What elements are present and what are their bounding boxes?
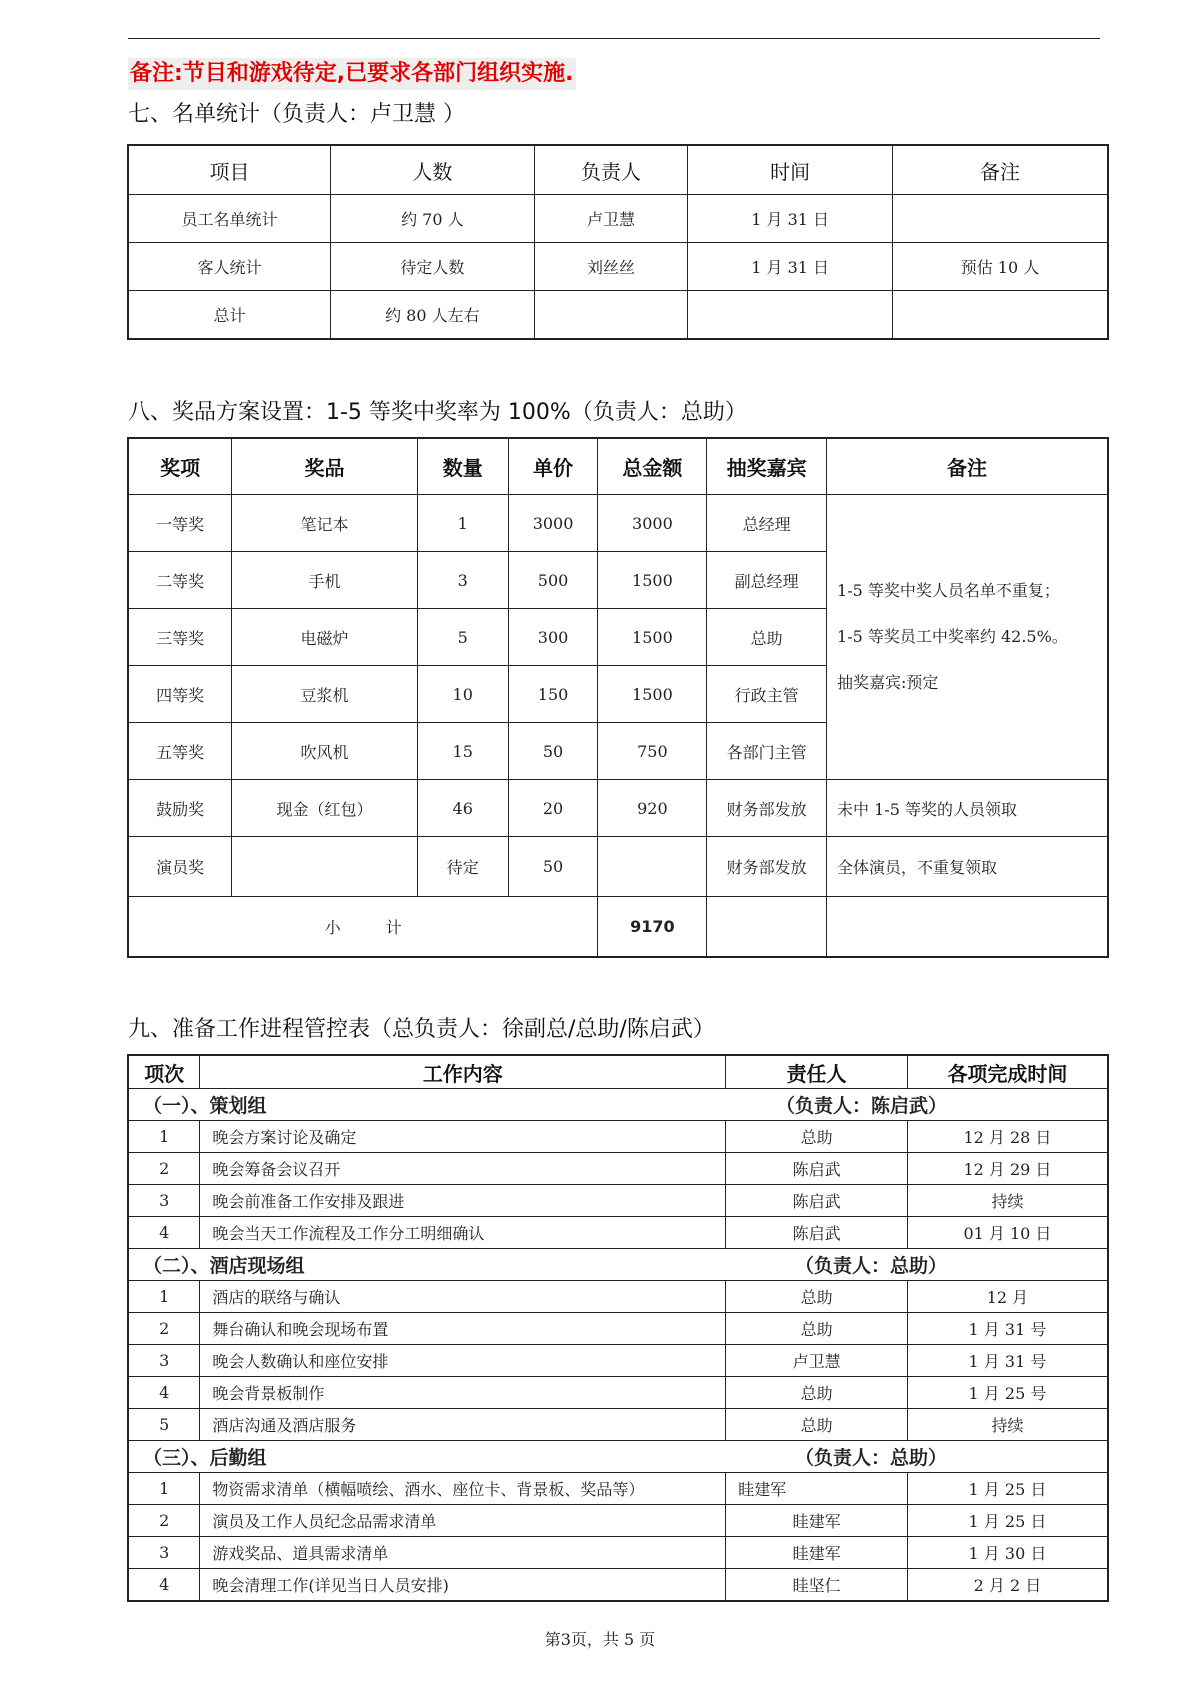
table-row <box>128 1185 1108 1217</box>
cell: 卢卫慧 <box>534 195 688 243</box>
table-row <box>128 1473 1108 1505</box>
cell: 客人统计 <box>128 243 331 291</box>
cell: 总助 <box>726 1409 908 1441</box>
section8-title: 八、奖品方案设置：1-5 等奖中奖率为 100%（负责人：总助） <box>128 400 747 425</box>
cell: 1 <box>128 1121 200 1153</box>
page-number: 第3页，共 5 页 <box>544 1630 656 1649</box>
cell: 晚会清理工作(详见当日人员安排) <box>200 1569 726 1602</box>
cell: 游戏奖品、道具需求清单 <box>200 1537 726 1569</box>
cell: 陈启武 <box>726 1185 908 1217</box>
cell: 总经理 <box>707 495 827 552</box>
cell: 待定 <box>417 837 508 897</box>
prize-table <box>127 437 1109 958</box>
header-cell: 各项完成时间 <box>907 1055 1108 1089</box>
cell: 总助 <box>726 1281 908 1313</box>
cell: 四等奖 <box>128 666 232 723</box>
header-cell: 负责人 <box>534 145 688 195</box>
cell <box>892 291 1108 340</box>
section7-title: 七、名单统计（负责人：卢卫慧 ） <box>128 102 465 127</box>
cell: 未中 1-5 等奖的人员领取 <box>827 780 1108 837</box>
table-row <box>128 780 1108 837</box>
cell: 总助 <box>726 1377 908 1409</box>
cell: 电磁炉 <box>232 609 418 666</box>
cell: 眭建军 <box>726 1505 908 1537</box>
cell: 财务部发放 <box>707 837 827 897</box>
cell: 5 <box>128 1409 200 1441</box>
cell: 1 月 31 日 <box>688 243 893 291</box>
cell: 晚会前准备工作安排及跟进 <box>200 1185 726 1217</box>
group-row <box>128 1441 1108 1473</box>
cell: 4 <box>128 1377 200 1409</box>
cell: 1 <box>417 495 508 552</box>
cell: 酒店沟通及酒店服务 <box>200 1409 726 1441</box>
header-rule <box>128 38 1100 39</box>
cell: 眭建军 <box>726 1537 908 1569</box>
cell: 晚会当天工作流程及工作分工明细确认 <box>200 1217 726 1249</box>
cell: 15 <box>417 723 508 780</box>
cell: 1 <box>128 1281 200 1313</box>
table-row <box>128 1153 1108 1185</box>
cell <box>707 897 827 958</box>
cell: 3 <box>128 1345 200 1377</box>
cell: 眭建军 <box>726 1473 908 1505</box>
group-name: （三）、后勤组 <box>143 1447 267 1469</box>
cell: 2 月 2 日 <box>907 1569 1108 1602</box>
group-name: （一）、策划组 <box>143 1095 267 1117</box>
progress-table <box>127 1054 1109 1602</box>
cell: 行政主管 <box>707 666 827 723</box>
cell: 50 <box>508 723 598 780</box>
cell: 4 <box>128 1217 200 1249</box>
table-header-row <box>128 1055 1108 1089</box>
cell: 3 <box>417 552 508 609</box>
cell: 750 <box>598 723 707 780</box>
cell: 刘丝丝 <box>534 243 688 291</box>
cell: 1500 <box>598 666 707 723</box>
cell: 920 <box>598 780 707 837</box>
cell: 物资需求清单（横幅喷绘、酒水、座位卡、背景板、奖品等） <box>200 1473 726 1505</box>
cell: 鼓励奖 <box>128 780 232 837</box>
cell: 持续 <box>907 1185 1108 1217</box>
cell: 酒店的联络与确认 <box>200 1281 726 1313</box>
cell: 1 月 25 号 <box>907 1377 1108 1409</box>
header-cell: 工作内容 <box>200 1055 726 1089</box>
page-footer <box>0 1627 1200 1650</box>
cell <box>688 291 893 340</box>
header-cell: 人数 <box>331 145 535 195</box>
cell: 晚会人数确认和座位安排 <box>200 1345 726 1377</box>
header-cell: 奖项 <box>128 438 232 495</box>
subtotal-row <box>128 897 1108 958</box>
cell: 1 月 31 号 <box>907 1313 1108 1345</box>
remark-line: 1-5 等奖员工中奖率约 42.5%。 <box>837 627 1068 646</box>
header-cell: 责任人 <box>726 1055 908 1089</box>
cell: 陈启武 <box>726 1217 908 1249</box>
group-row <box>128 1249 1108 1281</box>
table-row <box>128 1537 1108 1569</box>
cell <box>534 291 688 340</box>
cell: 待定人数 <box>331 243 535 291</box>
cell: 预估 10 人 <box>892 243 1108 291</box>
cell: 1 <box>128 1473 200 1505</box>
table-row <box>128 1313 1108 1345</box>
cell: 舞台确认和晚会现场布置 <box>200 1313 726 1345</box>
cell: 晚会筹备会议召开 <box>200 1153 726 1185</box>
cell: 10 <box>417 666 508 723</box>
cell <box>232 837 418 897</box>
cell: 3 <box>128 1185 200 1217</box>
group-lead: （负责人：总助） <box>794 1255 947 1277</box>
table-row <box>128 1409 1108 1441</box>
cell: 陈启武 <box>726 1153 908 1185</box>
cell: 持续 <box>907 1409 1108 1441</box>
header-cell: 抽奖嘉宾 <box>707 438 827 495</box>
header-cell: 项目 <box>128 145 331 195</box>
header-cell: 总金额 <box>598 438 707 495</box>
cell: 1500 <box>598 609 707 666</box>
table-row <box>128 837 1108 897</box>
header-cell: 项次 <box>128 1055 200 1089</box>
cell: 4 <box>128 1569 200 1602</box>
cell: 笔记本 <box>232 495 418 552</box>
header-cell: 数量 <box>417 438 508 495</box>
cell: 演员及工作人员纪念品需求清单 <box>200 1505 726 1537</box>
cell: 1 月 25 日 <box>907 1473 1108 1505</box>
cell: 3 <box>128 1537 200 1569</box>
cell: 12 月 29 日 <box>907 1153 1108 1185</box>
roster-table <box>127 144 1109 340</box>
cell: 2 <box>128 1505 200 1537</box>
header-cell: 单价 <box>508 438 598 495</box>
cell <box>827 897 1108 958</box>
header-cell: 时间 <box>688 145 893 195</box>
cell: 手机 <box>232 552 418 609</box>
cell: 各部门主管 <box>707 723 827 780</box>
table-row <box>128 1217 1108 1249</box>
cell: 晚会方案讨论及确定 <box>200 1121 726 1153</box>
table-row <box>128 1505 1108 1537</box>
cell: 现金（红包） <box>232 780 418 837</box>
cell: 1500 <box>598 552 707 609</box>
cell: 150 <box>508 666 598 723</box>
cell: 财务部发放 <box>707 780 827 837</box>
cell: 二等奖 <box>128 552 232 609</box>
cell: 约 80 人左右 <box>331 291 535 340</box>
group-name: （二）、酒店现场组 <box>143 1255 305 1277</box>
cell: 卢卫慧 <box>726 1345 908 1377</box>
table-row <box>128 495 1108 552</box>
cell: 46 <box>417 780 508 837</box>
table-row <box>128 1345 1108 1377</box>
table-row <box>128 1121 1108 1153</box>
group-cell <box>128 1441 1108 1473</box>
cell: 眭坚仁 <box>726 1569 908 1602</box>
cell: 20 <box>508 780 598 837</box>
header-cell: 备注 <box>892 145 1108 195</box>
cell: 三等奖 <box>128 609 232 666</box>
table-row <box>128 243 1108 291</box>
cell: 1 月 31 号 <box>907 1345 1108 1377</box>
subtotal-label: 小 计 <box>128 897 598 958</box>
cell: 吹风机 <box>232 723 418 780</box>
merged-remark-cell <box>827 495 1108 780</box>
table-row <box>128 291 1108 340</box>
remark-line: 1-5 等奖中奖人员名单不重复； <box>837 581 1060 600</box>
cell: 员工名单统计 <box>128 195 331 243</box>
table-row <box>128 1281 1108 1313</box>
cell: 5 <box>417 609 508 666</box>
table-row <box>128 1569 1108 1602</box>
table-header-row <box>128 438 1108 495</box>
remark-line: 抽奖嘉宾:预定 <box>837 673 939 692</box>
cell: 总计 <box>128 291 331 340</box>
cell: 12 月 28 日 <box>907 1121 1108 1153</box>
cell: 总助 <box>726 1121 908 1153</box>
section9-title: 九、准备工作进程管控表（总负责人：徐副总/总助/陈启武） <box>128 1017 715 1042</box>
header-cell: 奖品 <box>232 438 418 495</box>
cell: 五等奖 <box>128 723 232 780</box>
cell: 一等奖 <box>128 495 232 552</box>
cell: 总助 <box>726 1313 908 1345</box>
group-cell <box>128 1089 1108 1121</box>
cell: 3000 <box>508 495 598 552</box>
group-lead: （负责人：陈启武） <box>775 1095 947 1117</box>
cell: 晚会背景板制作 <box>200 1377 726 1409</box>
group-lead: （负责人：总助） <box>794 1447 947 1469</box>
table-row <box>128 1377 1108 1409</box>
cell: 12 月 <box>907 1281 1108 1313</box>
cell: 演员奖 <box>128 837 232 897</box>
table-header-row <box>128 145 1108 195</box>
subtotal-value: 9170 <box>598 897 707 958</box>
cell: 2 <box>128 1153 200 1185</box>
cell: 1 月 30 日 <box>907 1537 1108 1569</box>
cell: 3000 <box>598 495 707 552</box>
cell: 500 <box>508 552 598 609</box>
cell: 300 <box>508 609 598 666</box>
cell: 1 月 25 日 <box>907 1505 1108 1537</box>
red-note: 备注:节目和游戏待定,已要求各部门组织实施. <box>128 58 576 90</box>
cell: 豆浆机 <box>232 666 418 723</box>
cell <box>892 195 1108 243</box>
cell: 约 70 人 <box>331 195 535 243</box>
cell: 50 <box>508 837 598 897</box>
cell: 副总经理 <box>707 552 827 609</box>
table-row <box>128 195 1108 243</box>
cell <box>598 837 707 897</box>
cell: 全体演员，不重复领取 <box>827 837 1108 897</box>
group-cell <box>128 1249 1108 1281</box>
header-cell: 备注 <box>827 438 1108 495</box>
cell: 2 <box>128 1313 200 1345</box>
group-row <box>128 1089 1108 1121</box>
cell: 1 月 31 日 <box>688 195 893 243</box>
cell: 01 月 10 日 <box>907 1217 1108 1249</box>
cell: 总助 <box>707 609 827 666</box>
